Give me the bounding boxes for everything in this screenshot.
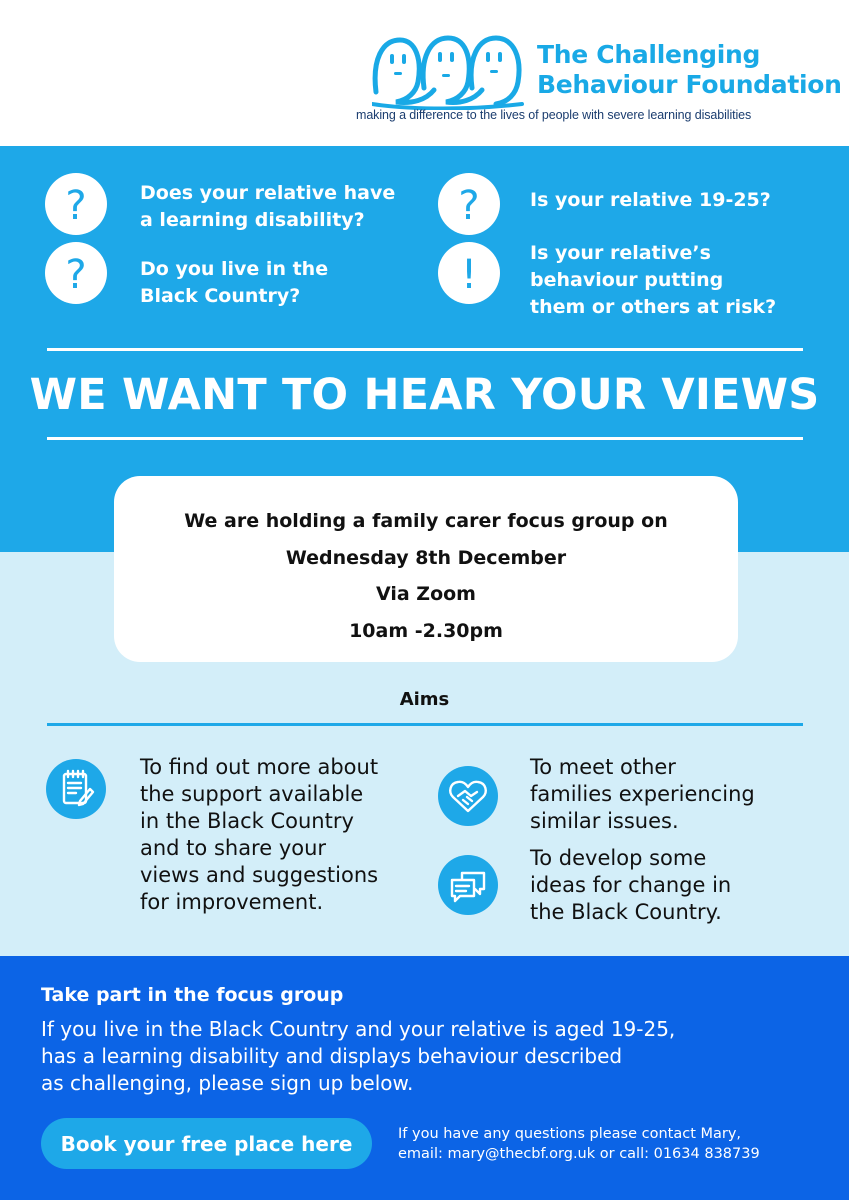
aim-meet-families <box>530 754 755 835</box>
question-behaviour-risk <box>530 240 776 321</box>
svg-text:!: ! <box>460 252 478 298</box>
question-line: a learning disability? <box>140 209 365 231</box>
aim-line: To develop some <box>530 846 707 870</box>
contact-email-phone: email: mary@thecbf.org.uk or call: 01634 838739 <box>398 1146 760 1162</box>
aim-support-info <box>140 754 378 916</box>
aim-line: To meet other <box>530 755 676 779</box>
aim-line: To find out more about <box>140 755 379 779</box>
question-line: Does your relative have <box>140 182 396 204</box>
heart-handshake-icon <box>438 766 498 826</box>
contact-line: If you have any questions please contact Mary, <box>398 1126 742 1142</box>
org-name-line1: The Challenging <box>537 40 761 69</box>
signup-body <box>41 1016 821 1097</box>
aim-develop-ideas <box>530 845 731 926</box>
tagline: making a difference to the lives of people with severe learning disabilities <box>356 108 752 122</box>
question-mark-icon <box>45 173 107 235</box>
event-time: 10am -2.30pm <box>349 619 503 642</box>
question-line: Is your relative’s <box>530 242 711 264</box>
contact-info <box>398 1124 828 1164</box>
org-name-line2: Behaviour Foundation <box>537 70 842 99</box>
question-line: Do you live in the <box>140 258 329 280</box>
event-date: Wednesday 8th December <box>285 546 567 569</box>
event-venue: Via Zoom <box>375 583 476 605</box>
question-line: them or others at risk? <box>530 296 777 318</box>
aim-line: families experiencing <box>530 782 755 806</box>
question-relative-disability <box>140 180 395 234</box>
headline: WE WANT TO HEAR YOUR VIEWS <box>29 370 820 420</box>
question-relative-age <box>530 187 771 214</box>
header <box>0 0 849 146</box>
aim-line: for improvement. <box>140 890 324 914</box>
divider <box>47 348 803 351</box>
aim-line: in the Black Country <box>140 809 354 833</box>
three-faces-logo-icon <box>372 30 524 110</box>
aims-title: Aims <box>399 689 450 710</box>
aim-line: the Black Country. <box>530 900 722 924</box>
question-line: behaviour putting <box>530 269 724 291</box>
svg-text:?: ? <box>65 252 87 298</box>
signup-body-line: has a learning disability and displays behaviour described <box>41 1044 623 1068</box>
exclamation-mark-icon <box>438 242 500 304</box>
signup-body-line: If you live in the Black Country and your relative is aged 19-25, <box>41 1017 676 1041</box>
aim-line: the support available <box>140 782 364 806</box>
aim-line: ideas for change in <box>530 873 732 897</box>
aims-divider <box>47 723 803 726</box>
aim-line: and to share your <box>140 836 327 860</box>
event-intro: We are holding a family carer focus group on <box>184 510 668 532</box>
signup-heading: Take part in the focus group <box>41 984 344 1006</box>
aim-line: views and suggestions <box>140 863 379 887</box>
divider <box>47 437 803 440</box>
svg-text:?: ? <box>458 183 480 229</box>
signup-body-line: as challenging, please sign up below. <box>41 1071 414 1095</box>
svg-text:?: ? <box>65 183 87 229</box>
org-name <box>537 40 842 100</box>
question-mark-icon <box>438 173 500 235</box>
book-free-place-button[interactable]: Book your free place here <box>41 1118 372 1169</box>
question-line: Black Country? <box>140 285 301 307</box>
notepad-pencil-icon <box>46 759 106 819</box>
event-card <box>114 476 738 662</box>
chat-bubbles-icon <box>438 855 498 915</box>
question-black-country <box>140 256 328 310</box>
question-mark-icon <box>45 242 107 304</box>
aim-line: similar issues. <box>530 809 679 833</box>
question-line: Is your relative 19-25? <box>530 189 771 211</box>
